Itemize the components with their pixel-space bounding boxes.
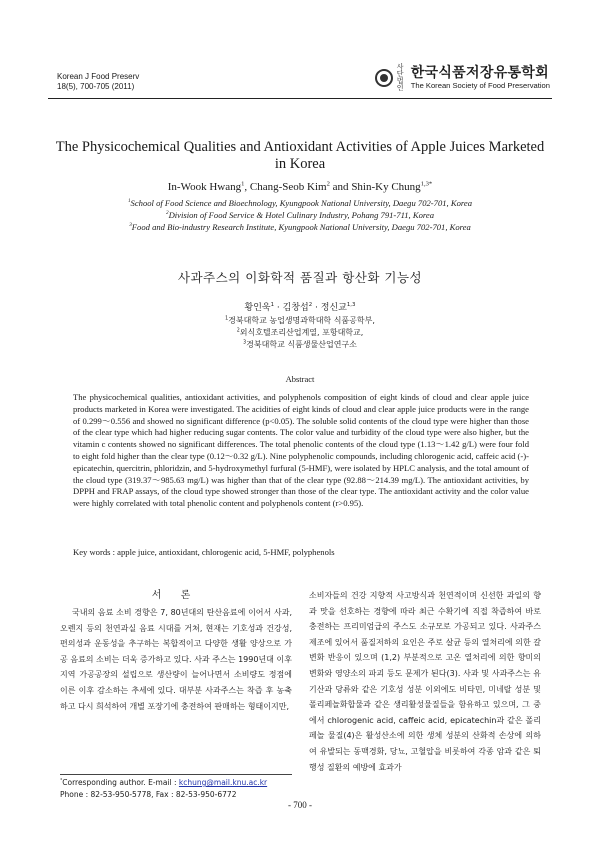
korean-affiliations	[60, 315, 540, 351]
korean-affiliation-text: 외식호텔조리산업계열, 포항대학교,	[239, 328, 364, 337]
korean-affiliation-text: 경북대학교 농업생명과학대학 식품공학부,	[228, 316, 375, 325]
keywords: Key words : apple juice, antioxidant, chlorogenic acid, 5-HMF, polyphenols	[73, 547, 335, 557]
author-affiliation-mark: 2	[326, 180, 330, 188]
korean-author-mark: 1,3	[346, 302, 356, 308]
korean-affiliation	[60, 315, 540, 327]
body-column-left	[60, 605, 292, 714]
society-logo-block	[375, 64, 550, 92]
author-name: Chang-Seob Kim	[249, 181, 327, 193]
korean-affiliation-mark: 2	[236, 328, 240, 334]
footnote-author-label: Corresponding author. E-mail :	[62, 778, 179, 787]
author-affiliation-mark: 1,3*	[420, 180, 433, 188]
korean-author-separator: ·	[312, 303, 321, 313]
page-number: - 700 -	[288, 800, 312, 810]
intro-paragraph: 국내의 음료 소비 경향은 7, 80년대의 탄산음료에 이어서 사과, 오렌지 등의 천연과실 음료 시대를 거쳐, 현재는 기호성과 건강성, 편의성과 운동성을 추구하는 복합적이고 다양한 생활 양상으로 가공 음료의 소비는 더욱 증가하고 있다. 사과 주스는 1990년대 이후 지역 가공공장의 설립으로 생산량이 늘어나면서 소비량도 정점에 이른 이후 감소하는 추세에 있다. 대부분 사과주스는 착즙 후 농축하고 다시 희석하여 개별 포장기에 충전하여 판매하는 형태이지만,	[60, 608, 292, 711]
author-list	[60, 181, 540, 194]
korean-author-list	[60, 300, 540, 313]
korean-author-mark: 2	[308, 302, 313, 308]
korean-affiliation-mark: 1	[225, 316, 229, 322]
footnote-phone: Phone : 82-53-950-5778, Fax : 82-53-950-6772	[60, 789, 237, 799]
korean-author-mark: 1	[270, 302, 275, 308]
korean-author-name: 김창섭	[282, 303, 309, 313]
affiliation-text: Division of Food Service & Hotel Culinary Industry, Pohang 791-711, Korea	[168, 210, 434, 220]
affiliation-text: Food and Bio-industry Research Institute, Kyungpook National University, Daegu 702-701, Korea	[131, 222, 471, 232]
abstract-heading: Abstract	[285, 374, 315, 384]
intro-paragraph-continued: 소비자들의 건강 지향적 사고방식과 천연적이며 신선한 과일의 향과 맛을 선호하는 경향에 따라 최근 수확기에 직접 착즙하여 바로 충전하는 프리미엄급의 주스도 소규모로 가공되고 있다. 사과주스 제조에 있어서 품질저하의 요인은 주로 살균 등의 열처리에 의한 갈변화 반응이 있으며 (1,2) 부분적으로 고온 열처리에 의한 향미의 변화와 영양소의 파괴 등도 문제가 된다(3). 사과 및 사과주스는 유기산과 당류와 같은 기호성 성분 이외에도 비타민, 미네랄 성분 및 폴리페놀화합물과 같은 생리활성물질들을 함유하고 있으며, 그 중에서 chlorogenic acid, caffeic acid, epicatechin과 같은 폴리페놀 물질(4)은 활성산소에 의한 생체 성분의 산화적 손상에 의하여 유발되는 동맥경화, 당뇨, 고혈압을 비롯하여 각종 암과 같은 퇴행성 질환의 예방에 효과가	[309, 591, 541, 772]
korean-affiliation	[60, 339, 540, 351]
email-link[interactable]: kchung@mail.knu.ac.kr	[178, 778, 268, 787]
affiliations	[60, 197, 540, 233]
affiliation-mark: 2	[166, 210, 169, 217]
author-name: In-Wook Hwang	[167, 181, 242, 193]
society-emblem-icon	[375, 69, 393, 87]
affiliation-text: School of Food Science and Bioechnology, Kyungpook National University, Daegu 702-701, Korea	[130, 198, 473, 208]
footnote-mark: *	[60, 778, 63, 784]
korean-author-name: 황인욱	[244, 303, 271, 313]
journal-volume: 18(5), 700-705 (2011)	[57, 81, 135, 91]
header-rule	[48, 98, 552, 99]
author-separator: ,	[244, 181, 250, 193]
author-separator: and	[329, 181, 352, 193]
footnote-rule	[60, 774, 292, 775]
korean-author-separator: ·	[274, 303, 283, 313]
affiliation-mark: 3	[129, 222, 132, 229]
korean-affiliation-text: 경북대학교 식품생물산업연구소	[246, 340, 357, 349]
affiliation	[60, 221, 540, 233]
korean-affiliation-mark: 3	[243, 340, 247, 346]
keywords-list: apple juice, antioxidant, chlorogenic acid, 5-HMF, polyphenols	[117, 547, 335, 557]
author-name: Shin-Ky Chung	[351, 181, 421, 193]
society-small-label: 사단법인	[396, 64, 404, 92]
affiliation	[60, 209, 540, 221]
society-english-name: The Korean Society of Food Preservation	[410, 81, 550, 90]
affiliation	[60, 197, 540, 209]
journal-info	[57, 72, 139, 91]
korean-affiliation	[60, 327, 540, 339]
body-column-right	[309, 588, 541, 775]
paper-title: The Physicochemical Qualities and Antioxidant Activities of Apple Juices Marketed in Korea	[55, 139, 545, 172]
corresponding-author-footnote	[60, 777, 300, 800]
intro-heading: 서 론	[151, 590, 199, 601]
society-korean-name: 한국식품저장유통학회	[410, 65, 549, 81]
journal-name: Korean J Food Preserv	[57, 72, 140, 81]
korean-title: 사과주스의 이화학적 품질과 항산화 기능성	[177, 270, 423, 285]
abstract-text: The physicochemical qualities, antioxidant activities, and polyphenols composition of eight kinds of cloud and clear apple juice products marketed in Korea were investigated. The acidities of eight kinds of cloud and clear apple juice products were in the range of 0.299～0.556 and showed no significant difference (p<0.05). The soluble solid contents of the cloud type were higher than those of the clear type which had higher reducing sugar contents. The color value and turbidity of the cloud type were also higher, but the vitamin c contents showed no significant differences. The total phenolic contents of the cloud type (1.13～1.42 g/L) were four fold to eight fold higher than the clear type (0.12～0.32 g/L). Nine polyphenolic compounds, including chlorogenic acid, caffeic acid (-)-epicatechin, quercitrin, phloridzin, and 5-hydroxymethyl furfural (5-HMF), were isolated by HPLC analysis, and the total amount of the cloud type (319.37～985.63 mg/L) was higher than that of the clear type (92.88～214.39 mg/L). The antioxidant activities, by DPPH and FRAP assays, of the cloud type showed stronger than those of the clear type. The antioxidant activity and the color value were highly correlated with total phenolic content and polyphenols content (r>0.95).	[73, 392, 529, 509]
author-affiliation-mark: 1	[241, 180, 245, 188]
korean-author-name: 정신교	[320, 303, 347, 313]
affiliation-mark: 1	[127, 198, 131, 205]
keywords-label: Key words	[73, 547, 111, 557]
